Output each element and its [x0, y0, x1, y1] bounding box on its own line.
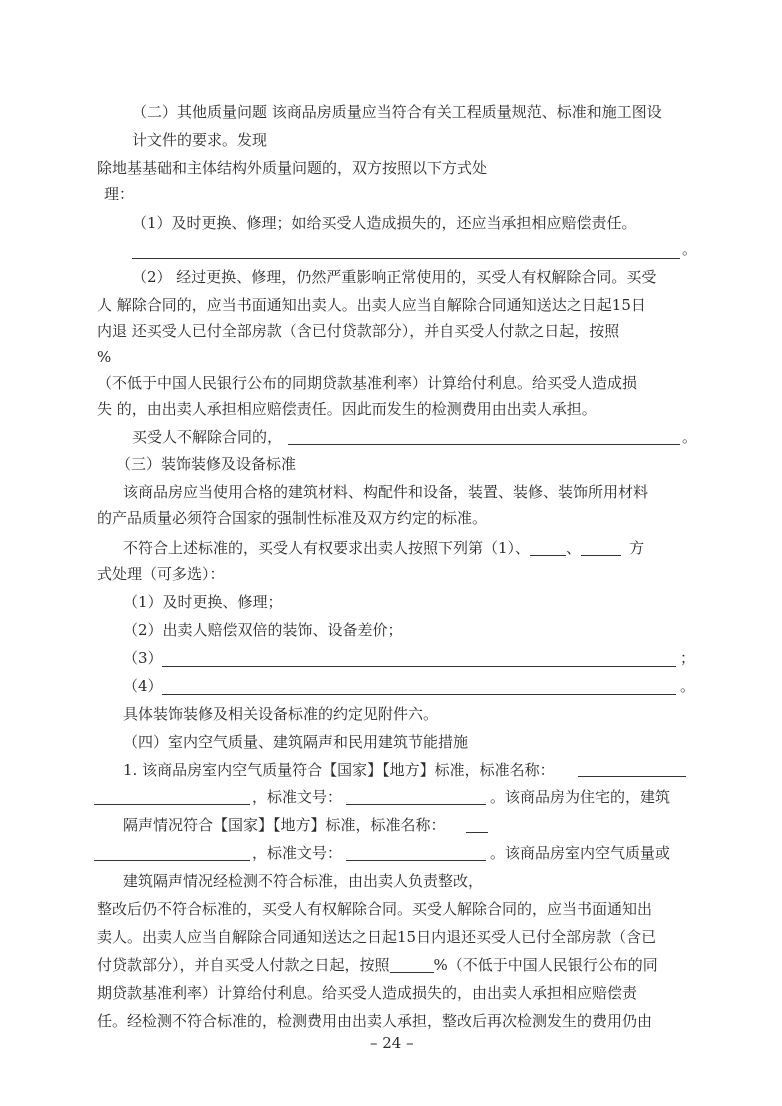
para-line: 付贷款部分），并自买受人付款之日起，按照 %（不低于中国人民银行公布的同 — [97, 956, 658, 974]
para-line: 具体装饰装修及相关设备标准的约定见附件六。 — [123, 705, 439, 723]
fill-blank[interactable] — [466, 832, 488, 833]
para-line: 该商品房应当使用合格的建筑材料、构配件和设备，装置、装修、装饰所用材料 — [123, 483, 649, 501]
para-line: 隔声情况符合【国家】【地方】标准，标准名称： — [123, 816, 446, 834]
fill-blank[interactable] — [162, 694, 676, 695]
para-line: ，标准文号： — [252, 844, 343, 862]
option-1-line: （1）及时更换、修理；如给买受人造成损失的，还应当承担相应赔偿责任。 — [132, 214, 637, 232]
section-heading: （三）装饰装修及设备标准 — [116, 455, 297, 473]
para-line: （二）其他质量问题 该商品房质量应当符合有关工程质量规范、标准和施工图设 — [132, 103, 662, 121]
para-line: 计文件的要求。发现 — [132, 131, 268, 149]
page-number: – 24 – — [370, 1034, 414, 1052]
para-line: 任。经检测不符合标准的，检测费用由出卖人承担，整改后再次检测发生的费用仍由 — [97, 1012, 653, 1030]
para-line: ，标准文号： — [252, 788, 343, 806]
para-line: 。 — [680, 677, 696, 695]
fill-blank[interactable] — [346, 804, 486, 805]
para-line: 整改后仍不符合标准的，买受人有权解除合同。买受人解除合同的，应当书面通知出 — [97, 900, 653, 918]
para-line: 买受人不解除合同的， — [132, 428, 283, 446]
para-line: 。 — [682, 240, 698, 258]
fill-blank[interactable] — [132, 258, 680, 259]
para-line: 建筑隔声情况经检测不符合标准，由出卖人负责整改， — [123, 872, 484, 890]
para-line: ； — [680, 649, 696, 667]
para-line: 。该商品房为住宅的，建筑 — [490, 788, 671, 806]
fill-blank[interactable] — [390, 956, 434, 973]
fill-blank[interactable] — [346, 860, 486, 861]
para-line: 。该商品房室内空气质量或 — [490, 844, 671, 862]
fill-blank[interactable] — [530, 539, 566, 556]
para-line: 内退 还买受人已付全部房款（含已付贷款部分），并自买受人付款之日起，按照 — [97, 322, 620, 340]
para-line: 期贷款基准利率）计算给付利息。给买受人造成损失的，由出卖人承担相应赔偿责 — [97, 984, 638, 1002]
para-line: 失 的，由出卖人承担相应赔偿责任。因此而发生的检测费用由出卖人承担。 — [97, 400, 597, 418]
option-3-line: （3） — [123, 649, 163, 667]
para-line: 1. 该商品房室内空气质量符合【国家】【地方】标准，标准名称： — [123, 761, 555, 779]
section-heading: （四）室内空气质量、建筑隔声和民用建筑节能措施 — [123, 733, 469, 751]
option-2-line: （2）出卖人赔偿双倍的装饰、设备差价； — [123, 621, 403, 639]
para-line: 式处理（可多选）： — [97, 565, 225, 583]
para-line: 的产品质量必须符合国家的强制性标准及双方约定的标准。 — [97, 509, 488, 527]
para-line: % — [97, 348, 112, 366]
fill-blank[interactable] — [94, 860, 250, 861]
fill-blank[interactable] — [288, 444, 680, 445]
option-4-line: （4） — [123, 677, 163, 695]
para-line: （2） 经过更换、修理，仍然严重影响正常使用的，买受人有权解除合同。买受 — [132, 268, 657, 286]
para-line: 理： — [104, 185, 135, 203]
para-line: 不符合上述标准的，买受人有权要求出卖人按照下列第（1）、 、 方 — [123, 539, 645, 557]
fill-blank[interactable] — [94, 804, 250, 805]
para-line: 。 — [682, 428, 698, 446]
para-line: 人 解除合同的，应当书面通知出卖人。出卖人应当自解除合同通知送达之日起15日 — [97, 296, 646, 314]
fill-blank[interactable] — [581, 539, 621, 556]
para-line: 卖人。出卖人应当自解除合同通知送达之日起15日内退还买受人已付全部房款（含已 — [97, 928, 657, 946]
fill-blank[interactable] — [162, 666, 676, 667]
option-1-line: （1）及时更换、修理； — [123, 593, 283, 611]
para-line: 除地基基础和主体结构外质量问题的，双方按照以下方式处 — [97, 159, 488, 177]
para-line: （不低于中国人民银行公布的同期贷款基准利率）计算给付利息。给买受人造成损 — [97, 374, 638, 392]
fill-blank[interactable] — [578, 776, 686, 777]
